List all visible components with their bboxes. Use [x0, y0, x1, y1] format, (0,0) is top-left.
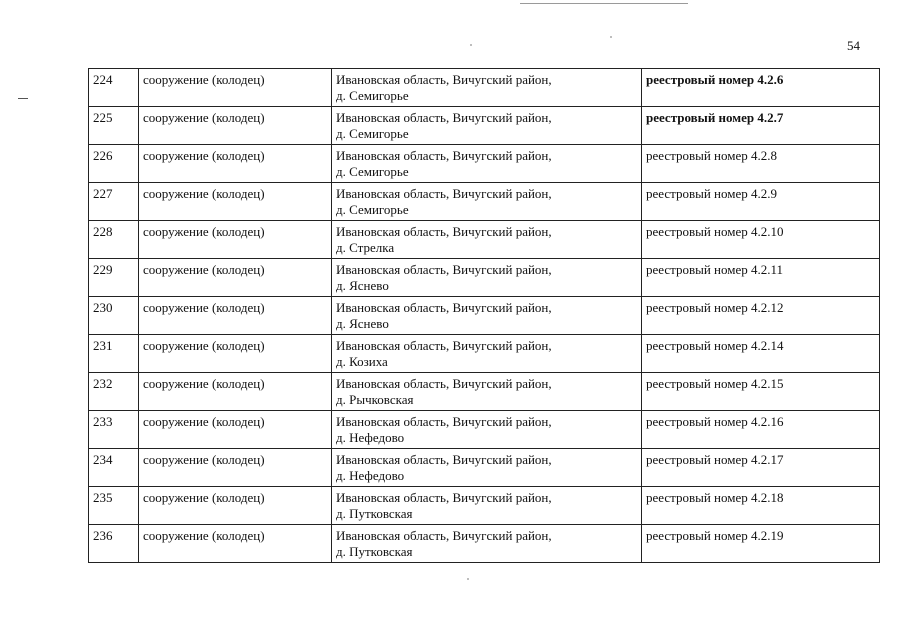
address-village-line: д. Нефедово — [336, 468, 405, 483]
object-type-cell: сооружение (колодец) — [139, 221, 332, 259]
address-cell — [332, 221, 642, 259]
row-number-cell: 234 — [89, 449, 139, 487]
registry-number-cell: реестровый номер 4.2.12 — [642, 297, 880, 335]
address-cell — [332, 107, 642, 145]
page-number: 54 — [847, 38, 860, 53]
address-cell — [332, 411, 642, 449]
registry-number-cell: реестровый номер 4.2.11 — [642, 259, 880, 297]
address-region-line: Ивановская область, Вичугский район, — [336, 300, 552, 315]
table-row — [89, 145, 880, 183]
address-region-line: Ивановская область, Вичугский район, — [336, 490, 552, 505]
address-cell — [332, 373, 642, 411]
object-type-cell: сооружение (колодец) — [139, 335, 332, 373]
registry-table-body — [89, 69, 880, 563]
registry-number-cell: реестровый номер 4.2.6 — [642, 69, 880, 107]
address-village-line: д. Семигорье — [336, 88, 409, 103]
row-number-cell: 224 — [89, 69, 139, 107]
row-number-cell: 231 — [89, 335, 139, 373]
registry-number-cell: реестровый номер 4.2.16 — [642, 411, 880, 449]
object-type-cell: сооружение (колодец) — [139, 411, 332, 449]
object-type-cell: сооружение (колодец) — [139, 487, 332, 525]
table-row — [89, 221, 880, 259]
address-region-line: Ивановская область, Вичугский район, — [336, 528, 552, 543]
table-row — [89, 487, 880, 525]
row-number-cell: 225 — [89, 107, 139, 145]
row-number-cell: 235 — [89, 487, 139, 525]
registry-number-cell: реестровый номер 4.2.8 — [642, 145, 880, 183]
object-type-cell: сооружение (колодец) — [139, 69, 332, 107]
row-number-cell: 226 — [89, 145, 139, 183]
scan-artifact-dash — [18, 98, 28, 99]
object-type-cell: сооружение (колодец) — [139, 449, 332, 487]
address-cell — [332, 297, 642, 335]
address-region-line: Ивановская область, Вичугский район, — [336, 148, 552, 163]
address-village-line: д. Стрелка — [336, 240, 395, 255]
address-village-line: д. Яснево — [336, 316, 389, 331]
address-village-line: д. Яснево — [336, 278, 389, 293]
address-region-line: Ивановская область, Вичугский район, — [336, 452, 552, 467]
object-type-cell: сооружение (колодец) — [139, 525, 332, 563]
address-cell — [332, 145, 642, 183]
address-village-line: д. Рычковская — [336, 392, 414, 407]
address-region-line: Ивановская область, Вичугский район, — [336, 414, 552, 429]
row-number-cell: 232 — [89, 373, 139, 411]
table-row — [89, 525, 880, 563]
row-number-cell: 228 — [89, 221, 139, 259]
address-village-line: д. Семигорье — [336, 164, 409, 179]
registry-table — [88, 68, 880, 563]
address-cell — [332, 449, 642, 487]
address-cell — [332, 183, 642, 221]
scan-artifact-dot — [470, 44, 472, 46]
object-type-cell: сооружение (колодец) — [139, 183, 332, 221]
address-region-line: Ивановская область, Вичугский район, — [336, 262, 552, 277]
scan-artifact-dot — [610, 36, 612, 38]
registry-number-cell: реестровый номер 4.2.14 — [642, 335, 880, 373]
address-cell — [332, 487, 642, 525]
object-type-cell: сооружение (колодец) — [139, 297, 332, 335]
row-number-cell: 233 — [89, 411, 139, 449]
table-row — [89, 411, 880, 449]
table-row — [89, 373, 880, 411]
address-cell — [332, 259, 642, 297]
address-cell — [332, 69, 642, 107]
registry-number-cell: реестровый номер 4.2.19 — [642, 525, 880, 563]
address-village-line: д. Семигорье — [336, 202, 409, 217]
table-row — [89, 297, 880, 335]
address-region-line: Ивановская область, Вичугский район, — [336, 338, 552, 353]
scan-artifact-line — [520, 3, 688, 4]
table-row — [89, 259, 880, 297]
registry-number-cell: реестровый номер 4.2.17 — [642, 449, 880, 487]
table-row — [89, 107, 880, 145]
object-type-cell: сооружение (колодец) — [139, 145, 332, 183]
registry-number-cell: реестровый номер 4.2.18 — [642, 487, 880, 525]
row-number-cell: 227 — [89, 183, 139, 221]
address-region-line: Ивановская область, Вичугский район, — [336, 186, 552, 201]
row-number-cell: 230 — [89, 297, 139, 335]
address-region-line: Ивановская область, Вичугский район, — [336, 110, 552, 125]
address-village-line: д. Путковская — [336, 544, 413, 559]
address-village-line: д. Путковская — [336, 506, 413, 521]
registry-number-cell: реестровый номер 4.2.15 — [642, 373, 880, 411]
table-row — [89, 335, 880, 373]
address-region-line: Ивановская область, Вичугский район, — [336, 72, 552, 87]
scan-artifact-dot — [467, 578, 469, 580]
row-number-cell: 236 — [89, 525, 139, 563]
address-village-line: д. Семигорье — [336, 126, 409, 141]
address-cell — [332, 335, 642, 373]
address-region-line: Ивановская область, Вичугский район, — [336, 224, 552, 239]
address-village-line: д. Нефедово — [336, 430, 405, 445]
address-cell — [332, 525, 642, 563]
table-row — [89, 449, 880, 487]
address-region-line: Ивановская область, Вичугский район, — [336, 376, 552, 391]
registry-number-cell: реестровый номер 4.2.7 — [642, 107, 880, 145]
registry-number-cell: реестровый номер 4.2.10 — [642, 221, 880, 259]
registry-number-cell: реестровый номер 4.2.9 — [642, 183, 880, 221]
object-type-cell: сооружение (колодец) — [139, 373, 332, 411]
table-row — [89, 183, 880, 221]
object-type-cell: сооружение (колодец) — [139, 259, 332, 297]
row-number-cell: 229 — [89, 259, 139, 297]
table-row — [89, 69, 880, 107]
object-type-cell: сооружение (колодец) — [139, 107, 332, 145]
address-village-line: д. Козиха — [336, 354, 388, 369]
